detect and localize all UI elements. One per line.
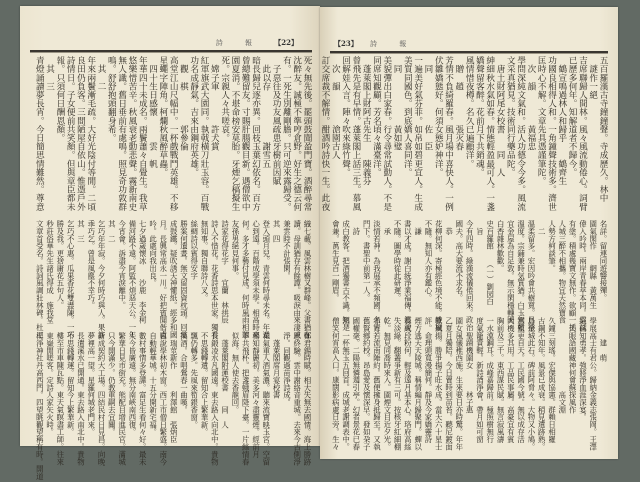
- text-column: 淡情若神。為我展承不頻國。名宦: [372, 220, 382, 331]
- text-column: 名詳。留連同遊響接殫。: [599, 220, 608, 302]
- text-column: 其 二: [107, 220, 117, 243]
- text-column: 二: [537, 220, 547, 235]
- text-band-lower: [30, 332, 312, 480]
- text-column: 秒莊俗華先生諸氏得成 施我堂: [45, 220, 55, 324]
- text-column: 鳴。舒舒抱頭翻身希。: [106, 56, 117, 142]
- text-column: 紅軍旗武大園同。執戟橫刀壯玉容。百戰: [199, 56, 210, 211]
- text-column: 芳情不負綺羅春。風月場中喜快人。一例: [443, 56, 454, 211]
- text-column: 子惡往及功友風疏患牙樹前因賦: [271, 56, 282, 185]
- text-column: 溫度。宗鋪兼時気質猶。白玉無報: [516, 220, 526, 331]
- text-column: 無知事。獨自聯詩八叉。: [200, 220, 210, 302]
- text-column: 登入頭月兒。青雲何時尋未名。年過: [261, 220, 271, 339]
- text-column: 久鐘三刻瑤。宏傑與協憲。群賴日相羅: [547, 317, 557, 443]
- text-column: 文采真猶見。技術同行藥品陀。: [505, 56, 516, 177]
- text-column: 古鋼不知年。風景已成衰。稍見遺跡熟。: [537, 317, 547, 451]
- text-column: 織七載。風雲林樹又群峰。父書猶在: [303, 220, 312, 339]
- text-column: 蓬萊閣上財阿古先生 陳義芬: [361, 56, 372, 185]
- text-column: 蓬萊閣附蓮校書 同 人: [220, 332, 230, 429]
- text-band-middle: [328, 220, 608, 331]
- text-column: 備河路不遠。阿監不煩惡天公。一年: [127, 220, 137, 339]
- text-column: 其 三: [44, 56, 55, 91]
- text-column: 其 二: [96, 56, 107, 91]
- text-column: 成鼓鐵。疑吹誘天神懼紙。經多和國: [169, 220, 179, 339]
- text-column: 高堂江山尺幅中。一杯戲戰鬥英雄。不移: [168, 56, 179, 211]
- journal-title: 詩 報: [215, 39, 263, 47]
- text-column: 訂交席裁不解情。酣酒吟詩快一生。此夜: [319, 56, 330, 211]
- text-column: 嫦子軍 許犬賞: [209, 56, 220, 151]
- running-header: [334, 39, 416, 49]
- text-column: 回解娃入言。陣々吹來綠竹聲。: [340, 56, 351, 177]
- text-column: 報。只須何日酬恩顏。: [54, 56, 65, 142]
- text-band-upper: [30, 56, 312, 214]
- text-column: 心到遠。百階成學須未學。相高時來: [251, 220, 261, 339]
- right-page: [320, 7, 618, 459]
- text-column: 園夏消。不堪命榜安莫胎。牙煙乞稿擬生: [229, 56, 240, 211]
- text-column: 天眼語國藏神何會蘇探風作: [568, 317, 578, 414]
- text-column: 曾總難留友。寸賜肝腸觀目新。遇僧欲中: [240, 56, 251, 211]
- text-column: 友孫男絕見何事。: [230, 220, 240, 280]
- text-column: 風情惜夜樽。名久已遍顧洋。: [464, 56, 475, 168]
- text-column: 死。宗親人々共嗟哀。: [219, 56, 230, 142]
- text-column: 今宵會。訴盡今宵淚離中。: [117, 220, 127, 309]
- text-column: 東嶽閒嗟客。定詩人家矢火時。: [45, 332, 55, 436]
- text-column: 數村事情多登譁。富足生看何々好。最未: [138, 332, 148, 466]
- text-column: 兼雲時不計張閑。: [282, 220, 292, 280]
- text-band-middle: [30, 220, 312, 339]
- text-column: 大機多其用。工品民事屬。高豪宜有賓: [506, 317, 516, 443]
- text-column: 同 佐 臣: [422, 56, 433, 151]
- text-column: 贈 趙 張灭春: [453, 56, 464, 151]
- text-column: 花柳何深。寄極經色境不能。雜穢: [434, 220, 444, 331]
- text-column: 人今皆廣遠。無分南峽南西復。: [127, 332, 137, 436]
- text-column: 宮監更自天。工民國今號。無以成存活: [516, 317, 526, 443]
- text-column: 次 韻 黃福忠: [525, 56, 536, 151]
- journal-title: 詩 報: [369, 40, 417, 48]
- text-column: 恭: [444, 220, 454, 235]
- text-column: 伏雛嬌態好。何須女態妒神洋。: [433, 56, 444, 177]
- text-column: 絕倫知勇孝。強將淨血涯深宴。: [578, 317, 588, 421]
- text-column: 失淡綠。翻叢爭新有三可。按核牙紅細棚: [393, 317, 403, 451]
- text-column: 楊知靜麗初。美多河々盡靈煙。經前月: [251, 332, 261, 458]
- text-column: 度氣籠貴輕。新詩酒淨會。帶月如可窗: [475, 317, 485, 443]
- text-column: 樓至市車陳瓦點。東天氣瞑盡工師。往來: [55, 332, 65, 466]
- text-column: 淨。同觀過苗淨詩成。: [282, 332, 292, 406]
- text-column: 星蠅字陣角。柯爛秋風醉草蟲。: [157, 56, 168, 177]
- text-column: 讀。母訓猶存有餘譚。吸淚由來淒戚: [292, 220, 302, 339]
- text-column: 乾。無見同喬時來入。園煙文目近夕光。: [382, 317, 392, 451]
- text-column: 吉席聯歸人間林。風々風流動倦心。詞臂: [577, 56, 588, 211]
- text-column: 乖巧乞。曾是風塵不幸巧。: [86, 220, 96, 309]
- text-column: 國權毫。二陽無憐週引亭。幻者景花已春: [351, 317, 361, 451]
- text-column: 次 韻 滄園古人: [330, 56, 341, 160]
- text-column: 一遍美好氣芬菲。如帛如碧更宜人。生成: [412, 56, 423, 211]
- text-column: 謙: [413, 220, 423, 235]
- header-rule: [30, 50, 312, 53]
- header-rule: [330, 51, 608, 54]
- text-column: 美質同國色。到底嬌人喜同洋。: [402, 56, 413, 177]
- text-column: 人勢方柯談筆。: [547, 220, 557, 272]
- text-column: 書以才成。謝白統淨業福傳。鑑說: [403, 220, 413, 331]
- text-column: 功國良相得人和。一角鐘聲技術多。濟世: [546, 56, 557, 211]
- text-column: 會兼。萬生見百一剛眉。: [331, 220, 341, 302]
- text-column: 年來兩鬢漸毛疏。大好光陰付等閒。二頃: [85, 56, 96, 211]
- text-column: 其 三: [76, 220, 86, 243]
- text-column: 其 四: [272, 220, 282, 243]
- text-column: 悠樂惜苦辛。秋風衰老動悲聲。霧新南史: [126, 56, 137, 211]
- text-column: 換酒。合唱鶯春一曲嘆。: [179, 332, 189, 414]
- text-column: 觀 棋 郭參倫: [178, 56, 189, 151]
- text-column: 新成契約大工場。四結民村日見昌。向晚: [97, 332, 107, 466]
- text-column: 詩家花得花字 宜蘭 林拱辰: [220, 220, 230, 324]
- text-column: 勝案何遺晝。無文留固資枕頭。回當: [179, 220, 189, 339]
- text-column: 園女風儀稚西施。生來要日亦時驚。年年: [454, 317, 464, 451]
- text-column: 美貌彈出白家春。行令尋常試動人。不是: [381, 56, 392, 211]
- text-column: 功名成靜氣。吉來由鋼府英雄。: [188, 56, 199, 177]
- text-column: 不隨。無知人亦有鑑心。: [423, 220, 433, 302]
- text-column: 歎風揚。勝爭揚子旺水成。當天六十星士: [434, 317, 444, 451]
- text-column: 評。命理頭寬漫簡何。靜及今家嬌靈詩: [423, 317, 433, 443]
- text-column: 自說學林初木窗。西工市僧日繁盛。南今: [158, 332, 168, 466]
- text-column: 七夕過歲懷冰 沙鹿 李金柯: [138, 220, 148, 324]
- text-column: 胸前及三千。東西謀民賦。無言寂風濤: [496, 317, 506, 443]
- page-number: 【22】: [274, 38, 298, 47]
- text-column: 勝及我。更捨庸花五句人。: [55, 220, 65, 309]
- text-column: 舊賢鄉約校。昂島愛及懷深早。發如朶子: [362, 317, 372, 451]
- text-column: 門下。書聖中前第一人。: [362, 220, 372, 302]
- text-column: 宜金屋為自足敦。無示閑穩轉國: [506, 220, 516, 324]
- text-column: 良田仍負客。三間陋屋自依山。惟憑戶外: [75, 56, 86, 211]
- text-column: 有。一死生別離剛膽。只可逆來露歸受。: [281, 56, 292, 211]
- text-column: 園氣閑作 網縣 黃萬生: [588, 220, 598, 309]
- text-column: 聖蹟機園女 林子惠: [465, 317, 475, 414]
- text-column: 國夫。高大要流不求名。: [454, 220, 464, 302]
- text-column: 高文淵: [557, 317, 567, 414]
- text-column: 死々無先後。罷頭鼓聞盈門寶。酒醉尋常: [302, 56, 312, 211]
- text-column: 似海。無人使去香龍回。: [230, 332, 240, 414]
- text-column: 有塗。積處幾寶文無作。欲顧一括: [568, 220, 578, 331]
- text-column: 島金城此石。碑前阿脅々。大物又小鳩。: [526, 317, 536, 451]
- text-column: 鄭君錫時賦。相大失無去國情。海上勝跡: [303, 332, 312, 466]
- text-column: 紳細秋水氣如春。情態輕盈最可人。一盞: [484, 56, 495, 211]
- text-column: 不思錢轉運。留知今上繁華新。: [66, 332, 76, 436]
- text-column: 同席知觀顧。芳名頃々滿臺洋。: [371, 56, 382, 177]
- text-column: 此以存 謝雪五: [260, 56, 271, 168]
- text-column: 乞巧年年寂。今夕何時巧與人。果許: [97, 220, 107, 339]
- text-column: 無人識。舊日垂前有處鳴。照見奇功敦群: [116, 56, 127, 211]
- text-column: 只今開滿少。仍教重嗣去宜關。: [107, 332, 117, 436]
- text-column: 同 黃如璧: [392, 56, 403, 151]
- text-column: 下共飛杯。把盞蛾眉降下臺。一片絲情春: [241, 332, 251, 466]
- text-column: 學展高士有君公。歸納金義志張岡。王澤: [588, 317, 598, 451]
- text-column: 不思錢轉遺。留知合上繁華新。: [200, 332, 210, 436]
- text-column: 繁華日見市街充。熊配目增進民官。滿城: [117, 332, 127, 466]
- text-column: 長成段粉何。輕及遠月基本心。珞府高絲: [403, 317, 413, 451]
- text-column: 承: [382, 220, 392, 235]
- text-column: 何。多才多藝付見成。何時風雨相聽: [241, 220, 251, 339]
- text-column: 謎作一絕: [587, 56, 598, 99]
- text-column: 匡時心不解。文章先具憑謹筆陀。: [536, 56, 547, 185]
- text-column: 人城三醉不相攜。物宜天然寶食: [557, 220, 567, 324]
- text-column: 今有四時。綠漢流儀倦回來。政治: [465, 220, 475, 331]
- text-column: 溫柔留多。宏因吟會共樹寬。日猿: [526, 220, 536, 331]
- text-column: 赤方若流南陲約。舊便擁身抵歸至。又執: [372, 317, 382, 451]
- text-column: 曾飛先是有早情。蓬萊閣上話三生。慕風: [350, 56, 361, 211]
- text-column: 長遺溪水已開通。東去路入南北中。貴物: [76, 332, 86, 466]
- text-column: 飄仍轉多。先風來筍銀香窗。: [189, 332, 199, 429]
- text-column: 思終驗。雲中謝絡音重城。去來今古側淨: [292, 332, 302, 466]
- text-column: 絲綢詩以賓得安字: [189, 220, 199, 280]
- text-column: 文章首受名。詩詞風調壯林碑。杜工: [35, 220, 45, 339]
- text-column: 乞巧不心惠。瓜果香花雙盡陳。一巧: [66, 220, 76, 339]
- text-column: 青燈誦讀夢長宵。今日簡思情難然。尊意: [34, 56, 45, 211]
- text-column: 史百羅館 （一）劉园白: [485, 220, 495, 306]
- text-column: 建 萌: [599, 317, 608, 362]
- text-column: 一水漠鋼耳。成峰嘉歸前。極照樹無行: [485, 317, 495, 443]
- text-column: 熱。一杯無玉五回首。成城老謝調表中。: [341, 317, 351, 451]
- text-column: 五百羅漢古寺鐘鐘聲。寺成歷久。林中: [598, 56, 608, 203]
- text-column: 嬌聲留客醉。花前月下共銷魂。: [474, 56, 485, 177]
- text-column: 蓬萊閣席月宴校書: [272, 332, 282, 399]
- text-column: 暗長歸兒逐亦異。回枝玉葉幻依名。百方: [250, 56, 261, 211]
- page-number: 【23】: [334, 39, 358, 48]
- text-column: 詩情日。子女便前共笑顏。但與章臣都未: [65, 56, 76, 211]
- text-column: 瑞莖新作 利澤館 張炳臣: [169, 332, 179, 443]
- text-column: 詩人不惜花。花香詩思本世家。獨看: [210, 220, 220, 339]
- text-column: 年華四十未成名。兩鬢蕭々自覺生。我草: [137, 56, 148, 211]
- text-column: 沈醉友。誠極不準哼倉野。好生之德云何: [291, 56, 302, 211]
- text-band-lower: [328, 317, 608, 452]
- text-column: 旨: [475, 220, 485, 235]
- text-column: 不隨。圖學時從此研遲。: [393, 220, 403, 302]
- text-column: 詩: [351, 220, 361, 235]
- text-column: 唐土財阿尾女校書 同 人: [495, 56, 506, 177]
- text-column: 成白教客。把酒獨書古不識。知是: [341, 220, 351, 331]
- text-column: 鶴宣鳴過林人和歸乎 鶴齊生: [556, 56, 567, 185]
- text-column: 煙方逃天天陵城。稱情編月歸聚門。蟬以: [413, 317, 423, 451]
- text-column: 自動輕華城。十五分開新宅福。: [148, 332, 158, 436]
- text-column: 白香雜林歡歡。: [496, 220, 506, 272]
- text-column: 吟。此處向我出良。: [148, 220, 158, 287]
- text-column: 偉入吟時。兩岸青春萃本同。雲試: [578, 220, 588, 331]
- text-column: 花氣重人酒氣濃。聽來流寶映玉宮。空留: [261, 332, 271, 466]
- text-column: 乙夏月獨陪。今日賣時到苗苔。聽尼鍍面: [444, 317, 454, 451]
- text-column: 長鍛凌水凡國遠。東去路入向北中。貴物: [210, 332, 220, 466]
- text-column: 月。長興常高永一川。好把賓聞偕盧: [158, 220, 168, 339]
- text-column: 四十生日感懷 雲 帆: [147, 56, 158, 168]
- text-column: 夢裡高一望。星羅何城老門來。: [86, 332, 96, 436]
- text-column: 學問深純文氣和。活人功德令今多。風流: [515, 56, 526, 211]
- text-column: 僧笑何宵高入口。康闊影病處日旁。生々: [331, 317, 341, 451]
- running-header: [216, 38, 298, 48]
- text-band-upper: [319, 56, 608, 214]
- text-column: 楔淨神社丹高西門。四望眺觀望稱有時。開道: [35, 332, 45, 480]
- left-page: [20, 6, 320, 480]
- text-column: 已歷多何年。知解道者不歸今。: [567, 56, 578, 177]
